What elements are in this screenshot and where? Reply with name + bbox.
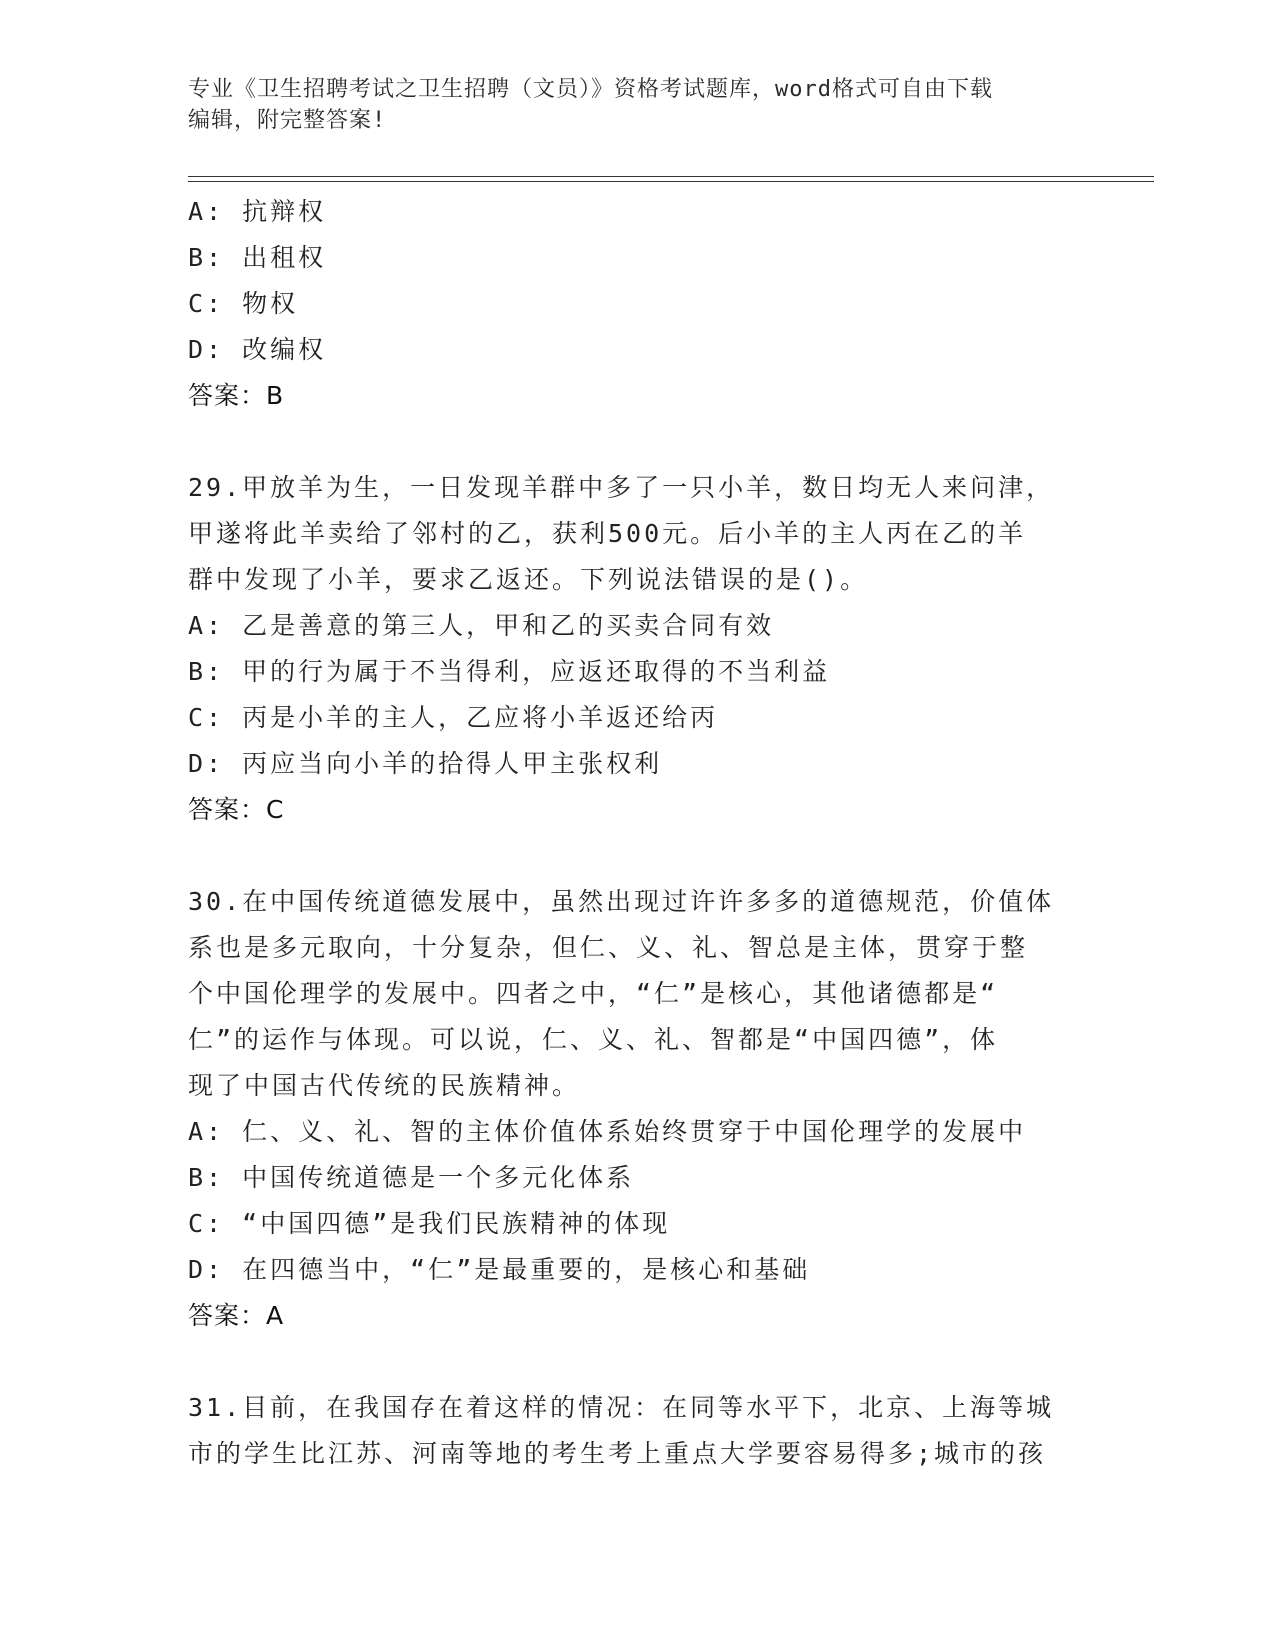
question-30: [188, 879, 1088, 1339]
option-d: D: 丙应当向小羊的拾得人甲主张权利: [188, 749, 663, 778]
answer-line: 答案：B: [188, 381, 285, 410]
option-a: A: 乙是善意的第三人，甲和乙的买卖合同有效: [188, 611, 775, 640]
header-divider-top: [188, 176, 1154, 177]
question-content: [188, 189, 1088, 1477]
option-c: C: 物权: [188, 289, 299, 318]
option-d: D: 改编权: [188, 335, 327, 364]
question-stem-line: 29.甲放羊为生，一日发现羊群中多了一只小羊，数日均无人来问津，: [188, 473, 1055, 502]
option-a: A: 仁、义、礼、智的主体价值体系始终贯穿于中国伦理学的发展中: [188, 1117, 1027, 1146]
option-c: C: “中国四德”是我们民族精神的体现: [188, 1209, 671, 1238]
answer-line: 答案：A: [188, 1301, 285, 1330]
question-stem-line: 现了中国古代传统的民族精神。: [188, 1071, 581, 1100]
question-stem-line: 市的学生比江苏、河南等地的考生考上重点大学要容易得多;城市的孩: [188, 1439, 1047, 1468]
question-stem-line: 31.目前，在我国存在着这样的情况：在同等水平下，北京、上海等城: [188, 1393, 1055, 1422]
question-stem-line: 系也是多元取向，十分复杂，但仁、义、礼、智总是主体，贯穿于整: [188, 933, 1029, 962]
question-31: [188, 1385, 1088, 1477]
header-line-1: 专业《卫生招聘考试之卫生招聘（文员）》资格考试题库，word格式可自由下载: [188, 77, 993, 102]
option-a: A: 抗辩权: [188, 197, 327, 226]
option-b: B: 出租权: [188, 243, 327, 272]
option-b: B: 中国传统道德是一个多元化体系: [188, 1163, 635, 1192]
option-d: D: 在四德当中，“仁”是最重要的，是核心和基础: [188, 1255, 811, 1284]
header-divider-bottom: [188, 181, 1154, 182]
option-c: C: 丙是小羊的主人，乙应将小羊返还给丙: [188, 703, 719, 732]
option-b: B: 甲的行为属于不当得利，应返还取得的不当利益: [188, 657, 831, 686]
question-29: [188, 465, 1088, 833]
header-line-2: 编辑，附完整答案!: [188, 108, 387, 133]
document-header: [188, 74, 1068, 136]
answer-line: 答案：C: [188, 795, 285, 824]
question-stem-line: 群中发现了小羊，要求乙返还。下列说法错误的是()。: [188, 565, 869, 594]
question-stem-line: 甲遂将此羊卖给了邻村的乙，获利500元。后小羊的主人丙在乙的羊: [188, 519, 1027, 548]
question-stem-line: 30.在中国传统道德发展中，虽然出现过许许多多的道德规范，价值体: [188, 887, 1055, 916]
question-stem-line: 个中国伦理学的发展中。四者之中，“仁”是核心，其他诸德都是“: [188, 979, 999, 1008]
question-28: [188, 189, 1088, 419]
question-stem-line: 仁”的运作与体现。可以说，仁、义、礼、智都是“中国四德”，体: [188, 1025, 999, 1054]
